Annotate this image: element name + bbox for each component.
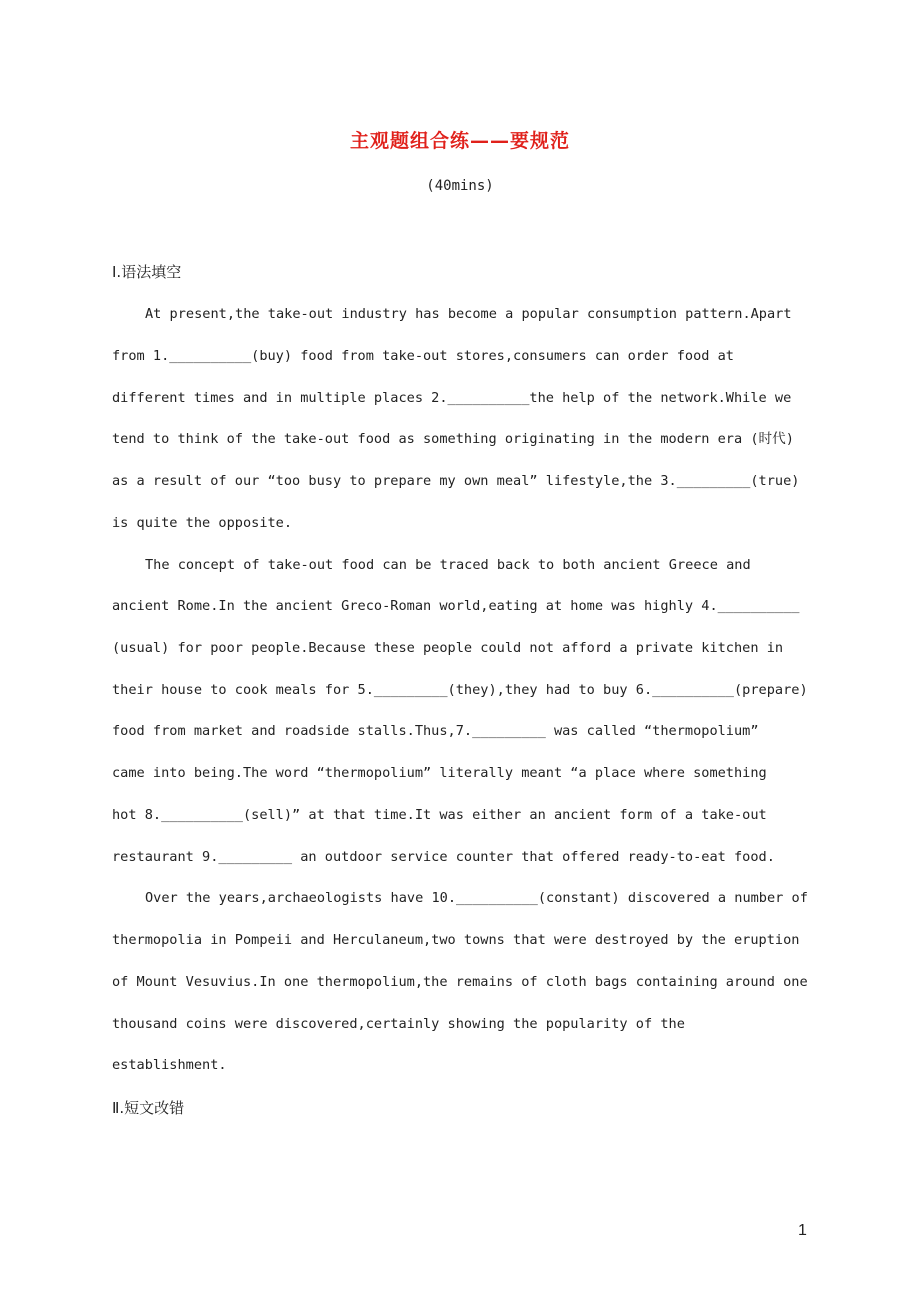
paragraph-line: food from market and roadside stalls.Thus,7._________ was called “thermopolium” — [112, 723, 759, 739]
paragraph-line: their house to cook meals for 5._________(they),they had to buy 6.__________(prepare) — [112, 682, 808, 698]
paragraph-line: of Mount Vesuvius.In one thermopolium,the remains of cloth bags containing around one — [112, 974, 808, 990]
paragraph-line: hot 8.__________(sell)” at that time.It was either an ancient form of a take-out — [112, 807, 767, 823]
page-number: 1 — [798, 1222, 807, 1239]
section-heading-error-correction: Ⅱ.短文改错 — [112, 1099, 185, 1117]
paragraph-line: restaurant 9._________ an outdoor service counter that offered ready-to-eat food. — [112, 849, 775, 865]
paragraph-line: ancient Rome.In the ancient Greco-Roman world,eating at home was highly 4.__________ — [112, 598, 800, 614]
page-title: 主观题组合练——要规范 — [349, 130, 570, 152]
paragraph-line: (usual) for poor people.Because these people could not afford a private kitchen in — [112, 640, 784, 656]
paragraph-line: tend to think of the take-out food as something originating in the modern era (时代) — [112, 431, 794, 447]
paragraph-line: Over the years,archaeologists have 10.__________(constant) discovered a number of — [145, 890, 808, 906]
paragraph-line: came into being.The word “thermopolium” literally meant “a place where something — [112, 765, 767, 781]
paragraph-line: The concept of take-out food can be traced back to both ancient Greece and — [145, 557, 751, 573]
paragraph-line: establishment. — [112, 1057, 227, 1073]
paragraph-line: thermopolia in Pompeii and Herculaneum,two towns that were destroyed by the eruption — [112, 932, 800, 948]
paragraph-line: thousand coins were discovered,certainly showing the popularity of the — [112, 1016, 685, 1032]
paragraph-line: is quite the opposite. — [112, 515, 293, 531]
section-heading-grammar-fill: Ⅰ.语法填空 — [112, 263, 182, 281]
paragraph-line: from 1.__________(buy) food from take-out stores,consumers can order food at — [112, 348, 734, 364]
paragraph-line: different times and in multiple places 2.__________the help of the network.While we — [112, 390, 792, 406]
paragraph-line: At present,the take-out industry has become a popular consumption pattern.Apart — [145, 306, 792, 322]
time-limit: (40mins) — [426, 178, 494, 194]
paragraph-line: as a result of our “too busy to prepare my own meal” lifestyle,the 3._________(true) — [112, 473, 800, 489]
